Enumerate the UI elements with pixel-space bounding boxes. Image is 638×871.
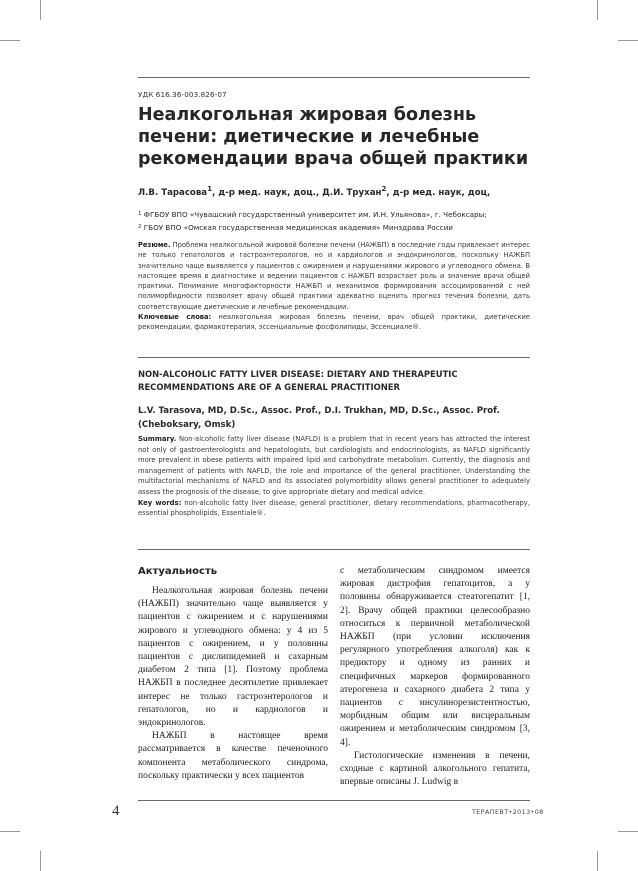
author-name: Л.В. Тарасова <box>138 187 208 198</box>
crop-mark <box>0 40 20 41</box>
author-degree: , д-р мед. наук, доц., <box>212 187 323 198</box>
body-paragraph: Неалкогольная жировая болезнь печени (НАЖБП) значительно чаще выявляется у пациентов с ожирением и с нарушениями жирового и углеводного обмена: у 4 из 5 пациентов с ожирением, и у половины пациентов с дислипидемией и сахарным диабетом 2 типа [1]. Поэтому проблема НАЖБП в последнее десятилетие привлекает интерес не только гастроэнтерологов и гепатологов, но и кардиологов и эндокринологов. <box>138 586 328 729</box>
section-heading: Актуальность <box>138 566 218 577</box>
body-paragraph: с метаболическим синдромом имеется жировая дистрофия гепатоцитов, а у половины обнаруживается стеатогепатит [1, 2]. Врачу общей практики целесообразно относиться к первичной метаболической НАЖБП (при условии исключения регулярного употребления алкоголя) как к предиктору и одному из ранних и специфичных маркеров формированного атерогенеза и сахарного диабета 2 типа у пациентов с инсулинорезистентностью, морбидным общим или висцеральным ожирением и метаболическим синдромом [3, 4]. <box>340 566 530 748</box>
crop-mark <box>40 0 41 20</box>
authors-ru <box>138 184 490 198</box>
affiliation-text: ФГБОУ ВПО «Чувашский государственный университет им. И.Н. Ульянова», г. Чебоксары; <box>143 210 487 219</box>
section-rule <box>138 549 530 550</box>
keywords-text: неалкогольная жировая болезнь печени, врач общей практики, диетические рекомендации, фармакотерапия, эссенциальные фосфолипиды, Эссенциале®. <box>138 313 530 332</box>
title-line: Неалкогольная жировая болезнь <box>138 105 477 125</box>
title-line: печени: диетические и лечебные <box>138 127 480 147</box>
affiliation <box>138 210 487 219</box>
udk-code: УДК 616.36-003.826-07 <box>138 90 227 99</box>
crop-mark <box>597 0 598 20</box>
crop-mark <box>597 851 598 871</box>
abstract-ru <box>138 240 530 333</box>
affiliation-text: ГБОУ ВПО «Омская государственная медицинская академия» Минздрава России <box>143 223 453 232</box>
body-paragraph: НАЖБП в настоящее время рассматривается в качестве печеночного компонента метаболического синдрома, поскольку практически у всех пациентов <box>138 731 328 781</box>
page-number: 4 <box>112 803 120 819</box>
footer-rule <box>138 800 530 801</box>
author-affiliation-mark: 1 <box>207 184 213 193</box>
title-line: рекомендации врача общей практики <box>138 149 529 169</box>
author-affiliation-mark: 2 <box>381 184 387 193</box>
crop-mark <box>40 851 41 871</box>
keywords-label: Ключевые слова: <box>138 313 212 322</box>
keywords-text: non-alcoholic fatty liver disease, general practitioner, dietary recommendations, pharmacotherapy, essential phospholipids, Essentiale®. <box>138 498 530 518</box>
author-degree: , д-р мед. наук, доц, <box>386 187 491 198</box>
article-title <box>138 104 538 170</box>
abstract-en <box>138 434 530 519</box>
abstract-label: Summary. <box>138 435 177 443</box>
affiliation-number: 2 <box>138 224 142 230</box>
affiliation-number: 1 <box>138 211 142 217</box>
abstract-label: Резюме. <box>138 241 171 249</box>
crop-mark <box>618 40 638 41</box>
body-paragraph: Гистологические изменения в печени, сходные с картиной алкогольного гепатита, впервые описаны J. Ludwig в <box>340 750 530 788</box>
abstract-text: Проблема неалкогольной жировой болезни печени (НАЖБП) в последние годы привлекает интерес не только гепатологов и гастроэнтерологов, но и кардиологов и эндокринологов, поскольку НАЖБП значительно чаще выявляется у пациентов с ожирением и нарушениями жирового и углеводного обмена. В настоящее время в диагностике и ведении пациентов с НАЖБП возрастает роль и значение врача общей практики. Понимание многофакторности НАЖБП и механизмов формирования ассоциированной с ней полиморбидности позволяет врачу общей практики адекватно оценить прогноз течения болезни, дать соответствующие диетические и лечебные рекомендации. <box>138 241 530 311</box>
body-column-left <box>138 585 328 783</box>
journal-footer: ТЕРАПЕВТ•2013•08 <box>472 808 544 816</box>
authors-en: L.V. Tarasova, MD, D.Sc., Assoc. Prof., D.I. Trukhan, MD, D.Sc., Assoc. Prof. (Cheboksary, Omsk) <box>138 406 500 430</box>
crop-mark <box>618 831 638 832</box>
section-rule <box>138 357 530 358</box>
author-name: Д.И. Трухан <box>322 187 382 198</box>
article-title-en: NON-ALCOHOLIC FATTY LIVER DISEASE: DIETARY AND THERAPEUTIC RECOMMENDATIONS ARE OF A GENERAL PRACTITIONER <box>138 369 458 392</box>
crop-mark <box>0 831 20 832</box>
keywords-label: Key words: <box>138 498 182 507</box>
abstract-text: Non-alcoholic fatty liver disease (NAFLD) is a problem that in recent years has attracted the interest not only of gastroenterologists and hepatologists, but cardiologists and endocrinologists, as NAFLD significantly more prevalent in obese patients with impaired lipid and carbohydrate metabolism. Currently, the diagnosis and management of patients with NAFLD, the role and importance of the general practitioner. Understanding the multifactorial mechanisms of NAFLD and its associated polymorbidity allows general practitioner to adequately assess the prognosis of the disease, to give appropriate dietary and medical advice. <box>138 435 530 496</box>
affiliation <box>138 223 453 232</box>
header-rule <box>138 77 530 78</box>
body-column-right <box>340 565 530 789</box>
